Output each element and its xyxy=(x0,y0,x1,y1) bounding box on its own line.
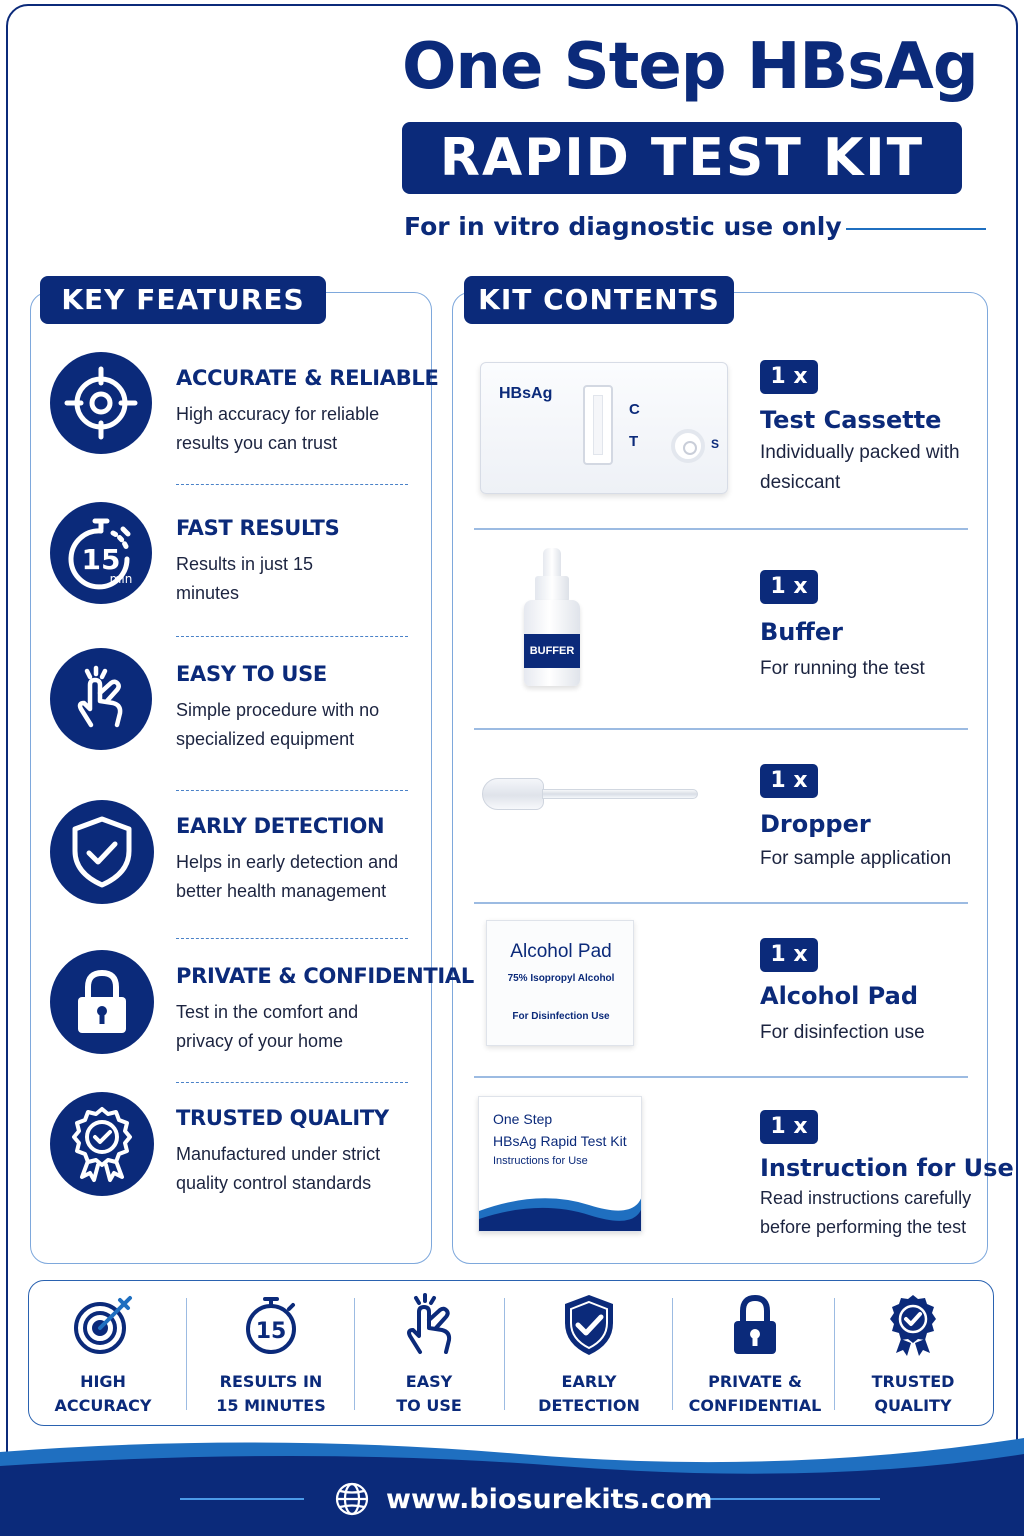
feature-divider xyxy=(176,790,408,791)
kit-desc: Read instructions carefully before performing the test xyxy=(760,1188,972,1237)
feature-desc: Results in just 15 minutes xyxy=(176,554,314,603)
bottle-label: BUFFER xyxy=(524,634,580,668)
shield-check-icon xyxy=(514,1292,664,1358)
feature-desc: Manufactured under strict quality control standards xyxy=(176,1144,381,1193)
kit-divider xyxy=(474,528,968,530)
tagline-divider xyxy=(846,228,986,230)
cassette-sample-well xyxy=(671,429,705,463)
leaflet-line-2: HBsAg Rapid Test Kit xyxy=(493,1133,627,1149)
feature-desc: Simple procedure with no specialized equipment xyxy=(176,700,380,749)
kit-qty: 1 x xyxy=(760,764,818,798)
cassette-result-window xyxy=(583,385,613,465)
kit-name: Test Cassette xyxy=(760,406,942,434)
feature-desc: High accuracy for reliable results you can trust xyxy=(176,404,380,453)
strip-separator xyxy=(672,1298,673,1410)
dropper-tube xyxy=(542,789,698,799)
pad-use: For Disinfection Use xyxy=(512,1011,610,1022)
benefit-label: HIGH ACCURACY xyxy=(54,1372,152,1415)
cassette-label: HBsAg xyxy=(499,385,553,402)
target-arrow-icon xyxy=(28,1292,178,1358)
feature-title: FAST RESULTS xyxy=(176,516,340,540)
feature-fast xyxy=(50,502,420,612)
kit-desc: For disinfection use xyxy=(760,1022,925,1043)
feature-desc: Helps in early detection and better health management xyxy=(176,852,399,901)
kit-divider xyxy=(474,902,968,904)
alcohol-pad-image xyxy=(486,920,634,1046)
kit-name: Buffer xyxy=(760,618,843,646)
kit-name: Instruction for Use xyxy=(760,1154,1014,1182)
kit-qty: 1 x xyxy=(760,938,818,972)
pad-subtitle: 75% Isopropyl Alcohol xyxy=(507,973,615,984)
feature-title: EARLY DETECTION xyxy=(176,814,385,838)
benefit-label: RESULTS IN 15 MINUTES xyxy=(216,1372,326,1415)
strip-separator xyxy=(504,1298,505,1410)
footer-line-left xyxy=(180,1498,304,1500)
strip-separator xyxy=(186,1298,187,1410)
kit-desc: For sample application xyxy=(760,848,952,869)
feature-easy xyxy=(50,648,420,758)
feature-title: TRUSTED QUALITY xyxy=(176,1106,389,1130)
feature-divider xyxy=(176,484,408,485)
feature-divider xyxy=(176,636,408,637)
test-cassette-image xyxy=(480,362,728,494)
stopwatch-number: 15 xyxy=(255,1319,287,1344)
benefit-label: EARLY DETECTION xyxy=(538,1372,640,1415)
hand-pointer-icon xyxy=(354,1292,504,1358)
stopwatch-icon xyxy=(50,502,152,604)
kit-desc: Individually packed with desiccant xyxy=(760,442,960,493)
benefit-quality xyxy=(838,1292,988,1418)
stopwatch-number: 15 xyxy=(81,543,121,576)
leaflet-wave xyxy=(479,1183,642,1232)
page-title: One Step HBsAg xyxy=(402,30,978,104)
kit-qty: 1 x xyxy=(760,360,818,394)
benefit-private xyxy=(680,1292,830,1418)
padlock-icon xyxy=(50,950,154,1054)
feature-title: PRIVATE & CONFIDENTIAL xyxy=(176,964,474,988)
feature-accurate xyxy=(50,352,439,462)
kit-contents-heading: KIT CONTENTS xyxy=(464,276,734,324)
kit-divider xyxy=(474,728,968,730)
benefit-easy xyxy=(354,1292,504,1418)
leaflet-line-1: One Step xyxy=(493,1111,553,1127)
kit-desc: For running the test xyxy=(760,658,925,679)
feature-early xyxy=(50,800,420,910)
key-features-heading: KEY FEATURES xyxy=(40,276,326,324)
leaflet-line-3: Instructions for Use xyxy=(493,1155,588,1167)
kit-qty: 1 x xyxy=(760,1110,818,1144)
strip-separator xyxy=(834,1298,835,1410)
benefit-high-accuracy xyxy=(28,1292,178,1418)
feature-divider xyxy=(176,1082,408,1083)
feature-desc: Test in the comfort and privacy of your home xyxy=(176,1002,359,1051)
instruction-leaflet-image xyxy=(478,1096,642,1232)
benefit-early-detection xyxy=(514,1292,664,1418)
buffer-bottle-image xyxy=(522,548,582,688)
benefit-label: EASY TO USE xyxy=(396,1372,462,1415)
hand-pointer-icon xyxy=(50,648,152,750)
cassette-c-mark: C xyxy=(629,401,640,418)
feature-private xyxy=(50,950,474,1060)
page-subtitle: RAPID TEST KIT xyxy=(402,122,962,194)
kit-divider xyxy=(474,1076,968,1078)
kit-name: Alcohol Pad xyxy=(760,982,918,1010)
dropper-image xyxy=(482,778,544,810)
cassette-t-mark: T xyxy=(629,433,639,450)
feature-title: EASY TO USE xyxy=(176,662,327,686)
footer-line-right xyxy=(700,1498,880,1500)
kit-name: Dropper xyxy=(760,810,871,838)
kit-qty: 1 x xyxy=(760,570,818,604)
benefit-label: TRUSTED QUALITY xyxy=(871,1372,955,1415)
padlock-icon xyxy=(680,1292,830,1358)
tagline: For in vitro diagnostic use only xyxy=(404,212,842,241)
cassette-s-mark: S xyxy=(711,437,720,451)
globe-icon xyxy=(334,1481,370,1517)
feature-quality xyxy=(50,1092,420,1202)
shield-check-icon xyxy=(50,800,154,904)
quality-badge-icon xyxy=(838,1292,988,1358)
target-icon xyxy=(50,352,152,454)
pad-title: Alcohol Pad xyxy=(510,941,612,962)
stopwatch-unit: min xyxy=(109,572,133,586)
feature-divider xyxy=(176,938,408,939)
feature-title: ACCURATE & RELIABLE xyxy=(176,366,439,390)
stopwatch-icon xyxy=(196,1292,346,1358)
benefit-label: PRIVATE & CONFIDENTIAL xyxy=(688,1372,822,1415)
quality-badge-icon xyxy=(50,1092,154,1196)
benefit-results-15 xyxy=(196,1292,346,1418)
website-link[interactable]: www.biosurekits.com xyxy=(386,1484,713,1515)
